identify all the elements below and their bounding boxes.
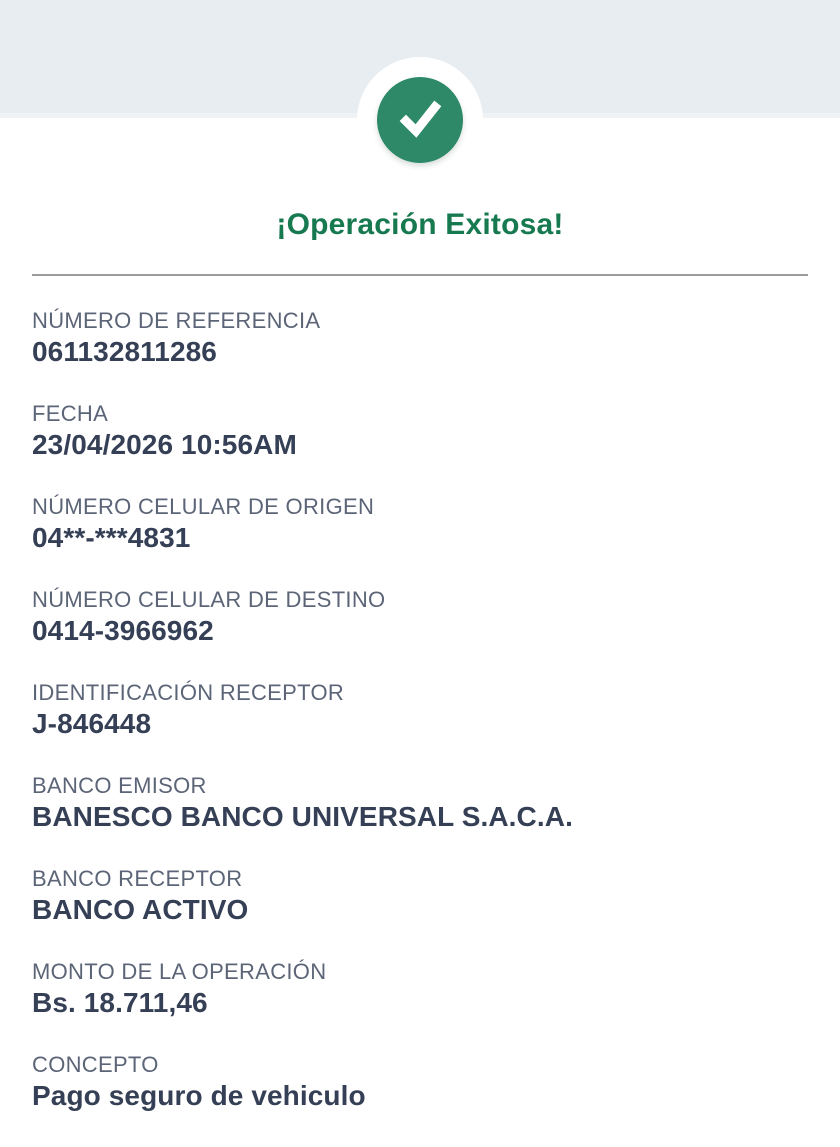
detail-label: FECHA — [32, 401, 109, 426]
detail-value: Pago seguro de vehiculo — [32, 1080, 366, 1111]
detail-value: J-846448 — [32, 708, 152, 739]
detail-value: 04**-***4831 — [32, 522, 191, 553]
detail-row — [32, 1052, 816, 1111]
detail-row — [32, 494, 816, 553]
page-title: ¡Operación Exitosa! — [276, 208, 564, 241]
detail-value: BANESCO BANCO UNIVERSAL S.A.C.A. — [32, 801, 573, 832]
detail-row — [32, 401, 816, 460]
check-circle-icon — [377, 77, 463, 163]
divider — [32, 274, 808, 276]
detail-row — [32, 773, 816, 832]
detail-label: IDENTIFICACIÓN RECEPTOR — [32, 680, 345, 705]
detail-label: CONCEPTO — [32, 1052, 159, 1077]
detail-label: BANCO EMISOR — [32, 773, 207, 798]
detail-value: 23/04/2026 10:56AM — [32, 429, 297, 460]
detail-value: 0414-3966962 — [32, 615, 214, 646]
detail-label: MONTO DE LA OPERACIÓN — [32, 959, 327, 984]
detail-row — [32, 959, 816, 1018]
detail-value: Bs. 18.711,46 — [32, 987, 208, 1018]
detail-row — [32, 866, 816, 925]
detail-label: NÚMERO CELULAR DE DESTINO — [32, 587, 386, 612]
success-badge — [357, 57, 483, 183]
details-list — [32, 308, 816, 1145]
detail-label: NÚMERO CELULAR DE ORIGEN — [32, 494, 375, 519]
detail-value: 061132811286 — [32, 336, 217, 367]
detail-label: BANCO RECEPTOR — [32, 866, 243, 891]
detail-row — [32, 680, 816, 739]
detail-row — [32, 587, 816, 646]
detail-row — [32, 308, 816, 367]
detail-value: BANCO ACTIVO — [32, 894, 249, 925]
detail-label: NÚMERO DE REFERENCIA — [32, 308, 321, 333]
